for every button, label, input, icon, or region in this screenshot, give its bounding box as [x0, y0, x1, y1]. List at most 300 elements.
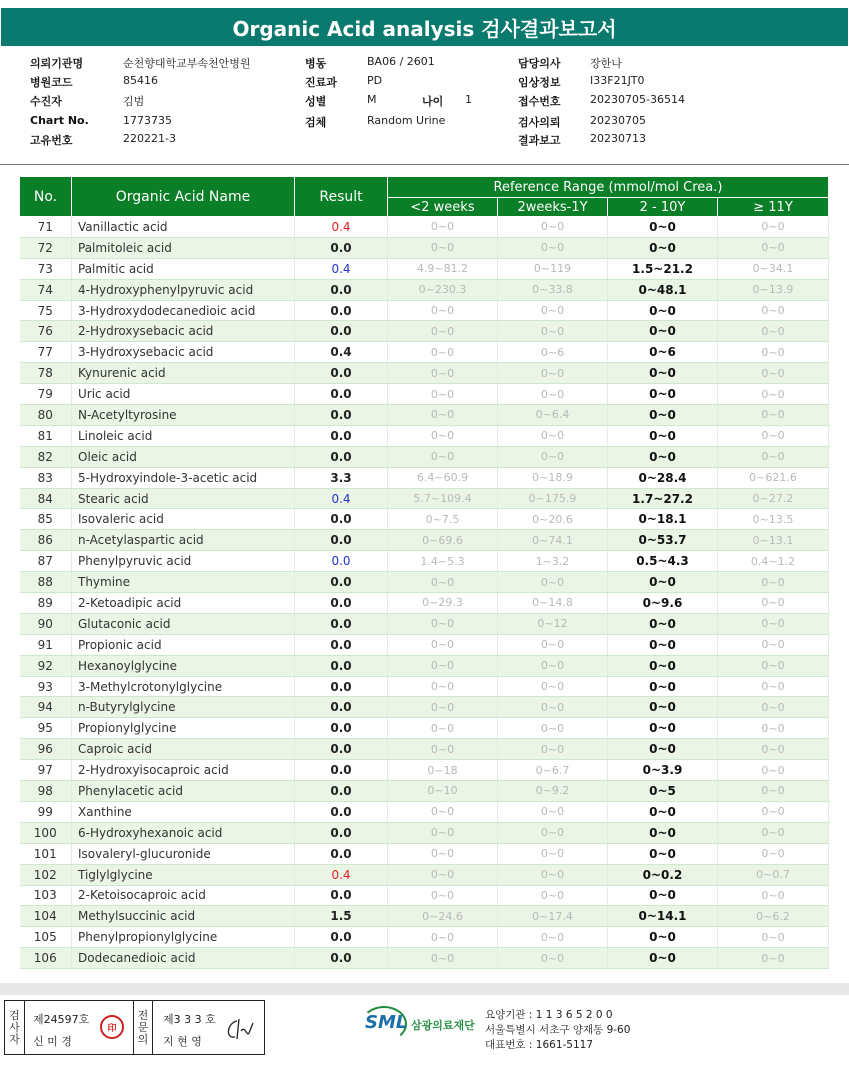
- table-row: [20, 906, 829, 927]
- row-result: 0.4: [295, 488, 388, 509]
- row-no: 75: [20, 300, 72, 321]
- row-acid-name: Glutaconic acid: [72, 613, 295, 634]
- header-range-2-10y: 2 - 10Y: [608, 198, 718, 217]
- row-no: 77: [20, 342, 72, 363]
- label-hospital-code: 병원코드: [30, 76, 73, 89]
- row-range-over-11y: 0~13.9: [718, 279, 829, 300]
- header-range-under-2-weeks: <2 weeks: [388, 198, 498, 217]
- row-range-2-10y: 0~0: [608, 801, 718, 822]
- row-range-2-10y: 0~0: [608, 446, 718, 467]
- row-range-2weeks-1y: 0~119: [498, 258, 608, 279]
- row-result: 0.0: [295, 718, 388, 739]
- row-acid-name: Linoleic acid: [72, 425, 295, 446]
- row-range-under-2-weeks: 0~7.5: [388, 509, 498, 530]
- row-no: 97: [20, 760, 72, 781]
- row-range-under-2-weeks: 0~0: [388, 237, 498, 258]
- row-range-2weeks-1y: 0~20.6: [498, 509, 608, 530]
- row-result: 0.0: [295, 405, 388, 426]
- row-range-2weeks-1y: 0~0: [498, 572, 608, 593]
- specialist-label: 전문의: [133, 1001, 153, 1054]
- row-range-under-2-weeks: 0~69.6: [388, 530, 498, 551]
- specialist-license-no: 제3 3 3 호: [163, 1013, 216, 1026]
- row-no: 84: [20, 488, 72, 509]
- row-acid-name: Methylsuccinic acid: [72, 906, 295, 927]
- table-row: [20, 425, 829, 446]
- row-range-under-2-weeks: 0~0: [388, 425, 498, 446]
- row-range-over-11y: 0.4~1.2: [718, 551, 829, 572]
- table-row: [20, 885, 829, 906]
- row-range-over-11y: 0~0: [718, 384, 829, 405]
- row-range-2weeks-1y: 0~0: [498, 237, 608, 258]
- header-no: No.: [20, 177, 72, 217]
- row-acid-name: 4-Hydroxyphenylpyruvic acid: [72, 279, 295, 300]
- row-range-2weeks-1y: 0~18.9: [498, 467, 608, 488]
- table-row: [20, 655, 829, 676]
- value-doctor: 장한나: [590, 57, 622, 70]
- row-acid-name: Phenylacetic acid: [72, 781, 295, 802]
- row-range-under-2-weeks: 0~0: [388, 927, 498, 948]
- row-range-2weeks-1y: 0~14.8: [498, 593, 608, 614]
- row-range-2-10y: 1.7~27.2: [608, 488, 718, 509]
- row-result: 1.5: [295, 906, 388, 927]
- table-row: [20, 300, 829, 321]
- row-range-2-10y: 0~0: [608, 321, 718, 342]
- row-range-over-11y: 0~0: [718, 739, 829, 760]
- row-range-over-11y: 0~0: [718, 405, 829, 426]
- row-no: 83: [20, 467, 72, 488]
- row-acid-name: Tiglylglycine: [72, 864, 295, 885]
- row-range-2-10y: 0~14.1: [608, 906, 718, 927]
- table-row: [20, 405, 829, 426]
- row-range-under-2-weeks: 0~0: [388, 822, 498, 843]
- row-range-over-11y: 0~0.7: [718, 864, 829, 885]
- row-acid-name: n-Acetylaspartic acid: [72, 530, 295, 551]
- table-row: [20, 718, 829, 739]
- row-range-2-10y: 0~48.1: [608, 279, 718, 300]
- row-result: 0.0: [295, 781, 388, 802]
- value-receipt-no: 20230705-36514: [590, 93, 685, 106]
- row-range-2-10y: 0~0: [608, 718, 718, 739]
- row-result: 0.0: [295, 739, 388, 760]
- row-range-under-2-weeks: 6.4~60.9: [388, 467, 498, 488]
- lab-name: 삼광의료재단: [411, 1019, 475, 1032]
- table-row: [20, 384, 829, 405]
- row-result: 0.0: [295, 237, 388, 258]
- row-range-over-11y: 0~0: [718, 363, 829, 384]
- row-result: 0.0: [295, 425, 388, 446]
- value-department: PD: [367, 74, 383, 87]
- row-acid-name: 5-Hydroxyindole-3-acetic acid: [72, 467, 295, 488]
- row-acid-name: Isovaleryl-glucuronide: [72, 843, 295, 864]
- label-patient: 수진자: [30, 95, 62, 108]
- row-acid-name: 3-Hydroxydodecanedioic acid: [72, 300, 295, 321]
- row-acid-name: Propionylglycine: [72, 718, 295, 739]
- row-acid-name: Vanillactic acid: [72, 217, 295, 238]
- row-no: 101: [20, 843, 72, 864]
- label-doctor: 담당의사: [518, 57, 561, 70]
- results-table: [19, 176, 829, 969]
- row-result: 0.0: [295, 613, 388, 634]
- row-range-2-10y: 0~0: [608, 843, 718, 864]
- row-range-2-10y: 0~0: [608, 676, 718, 697]
- row-result: 0.0: [295, 697, 388, 718]
- row-range-2-10y: 0~6: [608, 342, 718, 363]
- row-acid-name: Phenylpyruvic acid: [72, 551, 295, 572]
- specialist-name: 지 현 영: [163, 1035, 202, 1048]
- row-range-under-2-weeks: 0~0: [388, 676, 498, 697]
- row-no: 96: [20, 739, 72, 760]
- row-no: 85: [20, 509, 72, 530]
- examiner-label: 검사자: [5, 1001, 25, 1054]
- row-no: 80: [20, 405, 72, 426]
- row-no: 87: [20, 551, 72, 572]
- row-range-over-11y: 0~0: [718, 425, 829, 446]
- table-row: [20, 488, 829, 509]
- row-range-over-11y: 0~0: [718, 927, 829, 948]
- table-row: [20, 530, 829, 551]
- row-range-under-2-weeks: 0~0: [388, 217, 498, 238]
- row-range-under-2-weeks: 0~0: [388, 697, 498, 718]
- row-range-over-11y: 0~0: [718, 217, 829, 238]
- row-result: 0.0: [295, 446, 388, 467]
- table-row: [20, 927, 829, 948]
- row-range-over-11y: 0~0: [718, 676, 829, 697]
- row-range-under-2-weeks: 0~0: [388, 801, 498, 822]
- table-row: [20, 676, 829, 697]
- table-row: [20, 801, 829, 822]
- value-request-date: 20230705: [590, 114, 646, 127]
- row-range-2weeks-1y: 0~0: [498, 801, 608, 822]
- label-institution: 의뢰기관명: [30, 57, 84, 70]
- row-range-under-2-weeks: 0~0: [388, 613, 498, 634]
- signature-box: [4, 1000, 265, 1055]
- row-no: 76: [20, 321, 72, 342]
- row-result: 0.0: [295, 572, 388, 593]
- row-range-over-11y: 0~0: [718, 634, 829, 655]
- row-range-over-11y: 0~0: [718, 801, 829, 822]
- value-age: 1: [465, 93, 472, 106]
- row-range-over-11y: 0~0: [718, 321, 829, 342]
- row-range-over-11y: 0~0: [718, 948, 829, 969]
- label-sex: 성별: [305, 95, 327, 108]
- row-no: 106: [20, 948, 72, 969]
- header-name: Organic Acid Name: [72, 177, 295, 217]
- row-acid-name: 6-Hydroxyhexanoic acid: [72, 822, 295, 843]
- label-ward: 병동: [305, 57, 327, 70]
- header-result: Result: [295, 177, 388, 217]
- row-result: 0.0: [295, 321, 388, 342]
- row-no: 102: [20, 864, 72, 885]
- row-range-2weeks-1y: 0~6: [498, 342, 608, 363]
- row-range-over-11y: 0~0: [718, 593, 829, 614]
- row-acid-name: Isovaleric acid: [72, 509, 295, 530]
- row-range-2weeks-1y: 0~175.9: [498, 488, 608, 509]
- examiner-license-no: 제24597호: [33, 1013, 90, 1026]
- row-range-under-2-weeks: 0~0: [388, 634, 498, 655]
- row-range-under-2-weeks: 5.7~109.4: [388, 488, 498, 509]
- table-row: [20, 551, 829, 572]
- row-range-2-10y: 0~0: [608, 363, 718, 384]
- table-row: [20, 509, 829, 530]
- row-acid-name: Hexanoylglycine: [72, 655, 295, 676]
- row-range-under-2-weeks: 0~0: [388, 739, 498, 760]
- lab-institution-code: 요양기관 : 1 1 3 6 5 2 0 0: [485, 1009, 613, 1021]
- row-range-over-11y: 0~0: [718, 718, 829, 739]
- row-acid-name: Oleic acid: [72, 446, 295, 467]
- row-range-under-2-weeks: 0~29.3: [388, 593, 498, 614]
- row-range-2-10y: 0~0: [608, 572, 718, 593]
- row-result: 0.0: [295, 363, 388, 384]
- value-ward: BA06 / 2601: [367, 55, 435, 68]
- row-acid-name: Phenylpropionylglycine: [72, 927, 295, 948]
- label-unique-no: 고유번호: [30, 134, 73, 147]
- row-no: 79: [20, 384, 72, 405]
- table-row: [20, 781, 829, 802]
- row-result: 0.0: [295, 676, 388, 697]
- row-range-2-10y: 0~0: [608, 885, 718, 906]
- results-body: [20, 217, 829, 969]
- row-no: 81: [20, 425, 72, 446]
- row-result: 0.0: [295, 300, 388, 321]
- label-age: 나이: [422, 95, 444, 108]
- row-range-over-11y: 0~0: [718, 655, 829, 676]
- row-range-under-2-weeks: 0~0: [388, 342, 498, 363]
- header-reference-range: Reference Range (mmol/mol Crea.): [388, 177, 829, 198]
- row-range-2-10y: 0~0: [608, 405, 718, 426]
- table-row: [20, 258, 829, 279]
- row-range-2-10y: 0~0: [608, 739, 718, 760]
- row-result: 0.0: [295, 634, 388, 655]
- specialist-signature: [223, 1015, 259, 1043]
- row-range-2-10y: 0~53.7: [608, 530, 718, 551]
- table-row: [20, 217, 829, 238]
- row-acid-name: Palmitoleic acid: [72, 237, 295, 258]
- row-result: 0.0: [295, 551, 388, 572]
- row-range-over-11y: 0~0: [718, 237, 829, 258]
- header-range-2weeks-1y: 2weeks-1Y: [498, 198, 608, 217]
- row-no: 98: [20, 781, 72, 802]
- row-no: 73: [20, 258, 72, 279]
- lab-address: 서울특별시 서초구 양재동 9-60: [485, 1024, 631, 1036]
- row-range-2weeks-1y: 0~0: [498, 217, 608, 238]
- row-no: 95: [20, 718, 72, 739]
- row-acid-name: 3-Hydroxysebacic acid: [72, 342, 295, 363]
- table-row: [20, 363, 829, 384]
- row-range-2-10y: 0~0: [608, 697, 718, 718]
- row-no: 103: [20, 885, 72, 906]
- row-range-2weeks-1y: 0~0: [498, 425, 608, 446]
- row-no: 105: [20, 927, 72, 948]
- row-result: 0.0: [295, 822, 388, 843]
- row-acid-name: 2-Ketoisocaproic acid: [72, 885, 295, 906]
- row-range-2-10y: 0~0: [608, 217, 718, 238]
- row-range-2weeks-1y: 0~0: [498, 676, 608, 697]
- row-range-2-10y: 0~0.2: [608, 864, 718, 885]
- row-no: 71: [20, 217, 72, 238]
- row-range-over-11y: 0~0: [718, 822, 829, 843]
- table-row: [20, 613, 829, 634]
- row-range-2weeks-1y: 0~0: [498, 927, 608, 948]
- label-specimen: 검체: [305, 116, 327, 129]
- row-range-under-2-weeks: 0~10: [388, 781, 498, 802]
- table-row: [20, 864, 829, 885]
- row-range-2weeks-1y: 0~17.4: [498, 906, 608, 927]
- row-range-2weeks-1y: 0~0: [498, 885, 608, 906]
- row-acid-name: 2-Hydroxyisocaproic acid: [72, 760, 295, 781]
- row-result: 0.0: [295, 885, 388, 906]
- value-patient: 김범: [123, 95, 145, 108]
- row-range-2weeks-1y: 0~0: [498, 321, 608, 342]
- header-range-over-11y: ≥ 11Y: [718, 198, 829, 217]
- lab-phone: 대표번호 : 1661-5117: [485, 1039, 594, 1051]
- value-institution: 순천향대학교부속천안병원: [123, 57, 251, 70]
- row-no: 78: [20, 363, 72, 384]
- row-no: 90: [20, 613, 72, 634]
- label-department: 진료과: [305, 76, 337, 89]
- table-row: [20, 948, 829, 969]
- row-range-under-2-weeks: 0~230.3: [388, 279, 498, 300]
- row-range-2-10y: 0~0: [608, 927, 718, 948]
- row-acid-name: 2-Hydroxysebacic acid: [72, 321, 295, 342]
- row-range-under-2-weeks: 0~0: [388, 363, 498, 384]
- row-range-under-2-weeks: 0~0: [388, 384, 498, 405]
- row-range-2-10y: 0~3.9: [608, 760, 718, 781]
- label-report-date: 결과보고: [518, 134, 561, 147]
- row-range-under-2-weeks: 0~0: [388, 843, 498, 864]
- row-acid-name: Uric acid: [72, 384, 295, 405]
- row-result: 0.0: [295, 760, 388, 781]
- row-range-2weeks-1y: 0~74.1: [498, 530, 608, 551]
- row-range-2-10y: 1.5~21.2: [608, 258, 718, 279]
- logo-mark: SML: [365, 1012, 408, 1033]
- row-range-under-2-weeks: 0~0: [388, 655, 498, 676]
- row-range-under-2-weeks: 0~0: [388, 885, 498, 906]
- row-range-2-10y: 0~0: [608, 384, 718, 405]
- row-range-under-2-weeks: 0~0: [388, 864, 498, 885]
- row-acid-name: Stearic acid: [72, 488, 295, 509]
- row-range-2weeks-1y: 0~6.4: [498, 405, 608, 426]
- table-row: [20, 572, 829, 593]
- row-range-over-11y: 0~0: [718, 300, 829, 321]
- row-acid-name: Dodecanedioic acid: [72, 948, 295, 969]
- row-no: 104: [20, 906, 72, 927]
- row-result: 0.4: [295, 864, 388, 885]
- row-result: 3.3: [295, 467, 388, 488]
- row-acid-name: N-Acetyltyrosine: [72, 405, 295, 426]
- row-acid-name: 2-Ketoadipic acid: [72, 593, 295, 614]
- row-range-under-2-weeks: 0~0: [388, 446, 498, 467]
- footer-divider: [0, 983, 849, 995]
- row-range-2weeks-1y: 0~0: [498, 864, 608, 885]
- table-row: [20, 760, 829, 781]
- row-acid-name: Xanthine: [72, 801, 295, 822]
- row-range-over-11y: 0~0: [718, 572, 829, 593]
- row-no: 92: [20, 655, 72, 676]
- row-result: 0.4: [295, 217, 388, 238]
- row-range-2weeks-1y: 0~0: [498, 384, 608, 405]
- row-range-2-10y: 0~28.4: [608, 467, 718, 488]
- row-range-under-2-weeks: 0~0: [388, 300, 498, 321]
- row-result: 0.4: [295, 342, 388, 363]
- row-acid-name: Thymine: [72, 572, 295, 593]
- row-no: 94: [20, 697, 72, 718]
- row-range-under-2-weeks: 0~0: [388, 718, 498, 739]
- table-row: [20, 279, 829, 300]
- row-range-2-10y: 0~0: [608, 634, 718, 655]
- row-range-2-10y: 0~0: [608, 655, 718, 676]
- row-range-over-11y: 0~34.1: [718, 258, 829, 279]
- row-range-under-2-weeks: 0~24.6: [388, 906, 498, 927]
- row-no: 93: [20, 676, 72, 697]
- row-range-2weeks-1y: 0~0: [498, 948, 608, 969]
- row-range-2-10y: 0~0: [608, 822, 718, 843]
- value-clinical-info: I33F21JT0: [590, 74, 645, 87]
- row-range-2weeks-1y: 0~0: [498, 634, 608, 655]
- row-range-under-2-weeks: 0~0: [388, 572, 498, 593]
- row-no: 89: [20, 593, 72, 614]
- patient-info: [30, 55, 830, 151]
- row-result: 0.0: [295, 843, 388, 864]
- row-range-over-11y: 0~27.2: [718, 488, 829, 509]
- value-chart-no: 1773735: [123, 114, 172, 127]
- value-hospital-code: 85416: [123, 74, 158, 87]
- table-row: [20, 822, 829, 843]
- row-no: 74: [20, 279, 72, 300]
- table-row: [20, 697, 829, 718]
- row-range-over-11y: 0~0: [718, 885, 829, 906]
- table-row: [20, 446, 829, 467]
- row-acid-name: 3-Methylcrotonylglycine: [72, 676, 295, 697]
- row-range-2-10y: 0~0: [608, 948, 718, 969]
- row-range-under-2-weeks: 4.9~81.2: [388, 258, 498, 279]
- row-result: 0.0: [295, 509, 388, 530]
- row-range-under-2-weeks: 1.4~5.3: [388, 551, 498, 572]
- row-result: 0.0: [295, 593, 388, 614]
- row-acid-name: Propionic acid: [72, 634, 295, 655]
- table-row: [20, 467, 829, 488]
- row-range-2weeks-1y: 0~0: [498, 363, 608, 384]
- label-chart-no: Chart No.: [30, 114, 89, 127]
- table-row: [20, 634, 829, 655]
- row-result: 0.0: [295, 948, 388, 969]
- row-range-2weeks-1y: 0~0: [498, 300, 608, 321]
- row-range-2-10y: 0~5: [608, 781, 718, 802]
- row-result: 0.0: [295, 655, 388, 676]
- row-range-2-10y: 0~0: [608, 300, 718, 321]
- row-result: 0.0: [295, 279, 388, 300]
- row-range-under-2-weeks: 0~0: [388, 948, 498, 969]
- row-no: 72: [20, 237, 72, 258]
- row-result: 0.0: [295, 801, 388, 822]
- table-row: [20, 342, 829, 363]
- row-no: 91: [20, 634, 72, 655]
- lab-info: [485, 1008, 630, 1053]
- row-result: 0.0: [295, 384, 388, 405]
- label-receipt-no: 접수번호: [518, 95, 561, 108]
- row-range-over-11y: 0~0: [718, 342, 829, 363]
- row-range-over-11y: 0~6.2: [718, 906, 829, 927]
- header-divider: [0, 164, 849, 165]
- row-range-over-11y: 0~0: [718, 446, 829, 467]
- row-acid-name: Kynurenic acid: [72, 363, 295, 384]
- table-row: [20, 593, 829, 614]
- row-no: 82: [20, 446, 72, 467]
- row-range-2weeks-1y: 0~0: [498, 843, 608, 864]
- row-result: 0.0: [295, 530, 388, 551]
- row-range-over-11y: 0~0: [718, 781, 829, 802]
- row-range-2weeks-1y: 0~0: [498, 655, 608, 676]
- value-report-date: 20230713: [590, 132, 646, 145]
